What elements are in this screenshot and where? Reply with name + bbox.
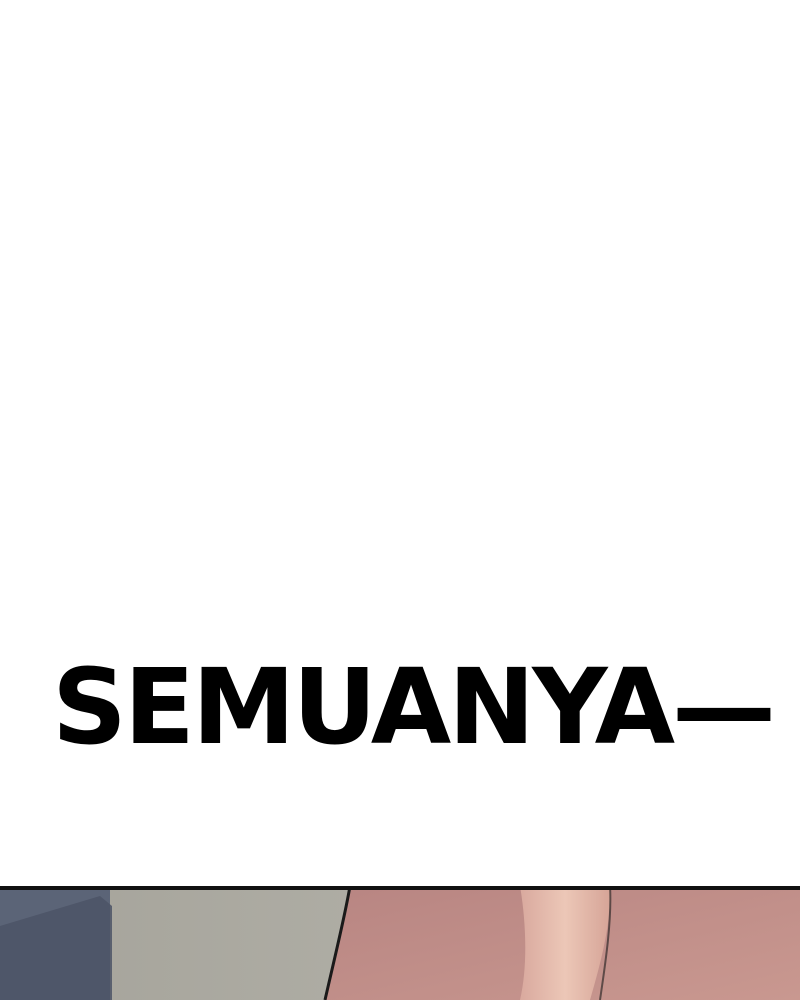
panel-border (0, 886, 800, 890)
caption-text: SEMUANYA— (52, 646, 774, 768)
comic-panel (0, 886, 800, 1000)
panel-illustration (0, 886, 800, 1000)
